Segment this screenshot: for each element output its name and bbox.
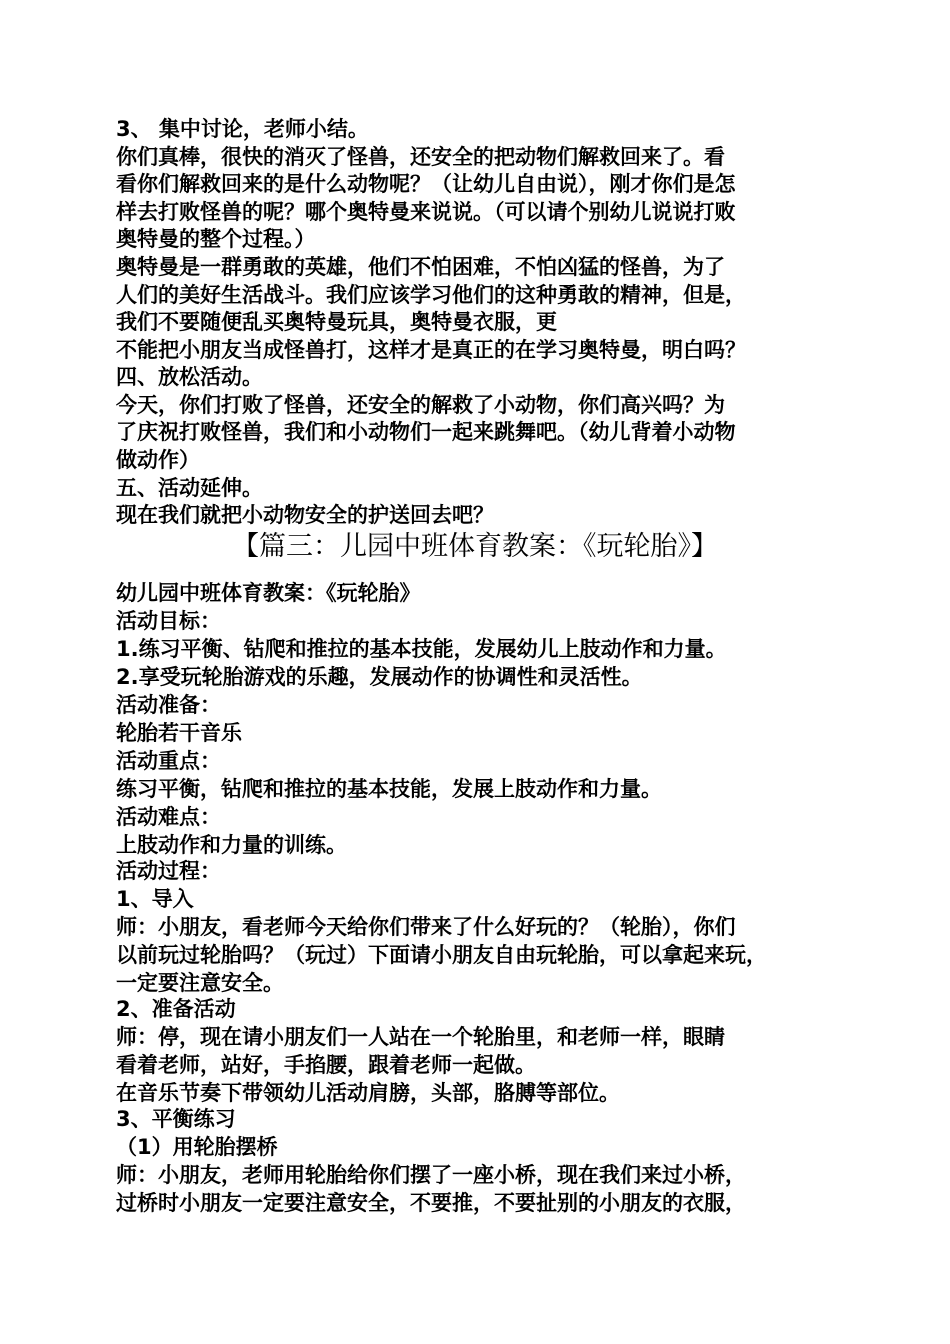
section-heading: 【篇三：儿园中班体育教案：《玩轮胎》】 bbox=[232, 531, 718, 562]
step-2-heading: 2、准备活动 bbox=[116, 997, 236, 1021]
paragraph-line: 在音乐节奏下带领幼儿活动肩膀，头部，胳膊等部位。 bbox=[116, 1081, 620, 1105]
paragraph-line: 做动作） bbox=[116, 448, 200, 472]
paragraph-line: 了庆祝打败怪兽，我们和小动物们一起来跳舞吧。（幼儿背着小动物 bbox=[116, 420, 736, 444]
paragraph-line: 师：小朋友，看老师今天给你们带来了什么好玩的？（轮胎），你们 bbox=[116, 915, 736, 939]
paragraph-line: 今天，你们打败了怪兽，还安全的解救了小动物，你们高兴吗？为 bbox=[116, 393, 725, 417]
paragraph-line: 奥特曼是一群勇敢的英雄，他们不怕困难，不怕凶猛的怪兽，为了 bbox=[116, 255, 725, 279]
preparation-label: 活动准备： bbox=[116, 693, 221, 717]
paragraph-line: 师：小朋友，老师用轮胎给你们摆了一座小桥，现在我们来过小桥， bbox=[116, 1163, 746, 1187]
paragraph-line: 奥特曼的整个过程。） bbox=[116, 227, 316, 251]
step-3-heading: 3、 集中讨论，老师小结。 bbox=[116, 117, 369, 141]
step-4-heading: 四、放松活动。 bbox=[116, 365, 263, 389]
activity-goals-label: 活动目标： bbox=[116, 609, 221, 633]
paragraph-line: 师：停，现在请小朋友们一人站在一个轮胎里，和老师一样，眼睛 bbox=[116, 1025, 725, 1049]
key-points-label: 活动重点： bbox=[116, 749, 221, 773]
step-1-heading: 1、导入 bbox=[116, 887, 194, 911]
goal-item: 1.练习平衡、钻爬和推拉的基本技能，发展幼儿上肢动作和力量。 bbox=[116, 637, 727, 661]
process-label: 活动过程： bbox=[116, 859, 221, 883]
paragraph-line: 以前玩过轮胎吗？（玩过）下面请小朋友自由玩轮胎，可以拿起来玩， bbox=[116, 943, 767, 967]
paragraph-line: 你们真棒，很快的消灭了怪兽，还安全的把动物们解救回来了。看 bbox=[116, 145, 725, 169]
paragraph-line: 看你们解救回来的是什么动物呢？（让幼儿自由说），刚才你们是怎 bbox=[116, 172, 736, 196]
lesson-title: 幼儿园中班体育教案：《玩轮胎》 bbox=[116, 581, 421, 605]
paragraph-line: 我们不要随便乱买奥特曼玩具，奥特曼衣服，更 bbox=[116, 310, 557, 334]
preparation-text: 轮胎若干音乐 bbox=[116, 721, 242, 745]
paragraph-line: 人们的美好生活战斗。我们应该学习他们的这种勇敢的精神，但是， bbox=[116, 283, 746, 307]
key-points-text: 练习平衡，钻爬和推拉的基本技能，发展上肢动作和力量。 bbox=[116, 777, 662, 801]
step-3-heading: 3、平衡练习 bbox=[116, 1107, 236, 1131]
sub-step-heading: （1）用轮胎摆桥 bbox=[116, 1135, 278, 1159]
paragraph-line: 不能把小朋友当成怪兽打，这样才是真正的在学习奥特曼，明白吗？ bbox=[116, 338, 746, 362]
paragraph-line: 现在我们就把小动物安全的护送回去吧？ bbox=[116, 503, 494, 527]
paragraph-line: 看着老师，站好，手掐腰，跟着老师一起做。 bbox=[116, 1053, 536, 1077]
paragraph-line: 样去打败怪兽的呢？哪个奥特曼来说说。（可以请个别幼儿说说打败 bbox=[116, 200, 736, 224]
paragraph-line: 过桥时小朋友一定要注意安全，不要推，不要扯别的小朋友的衣服， bbox=[116, 1191, 746, 1215]
difficulties-text: 上肢动作和力量的训练。 bbox=[116, 833, 347, 857]
paragraph-line: 一定要注意安全。 bbox=[116, 971, 284, 995]
step-5-heading: 五、活动延伸。 bbox=[116, 476, 263, 500]
difficulties-label: 活动难点： bbox=[116, 805, 221, 829]
goal-item: 2.享受玩轮胎游戏的乐趣，发展动作的协调性和灵活性。 bbox=[116, 665, 643, 689]
